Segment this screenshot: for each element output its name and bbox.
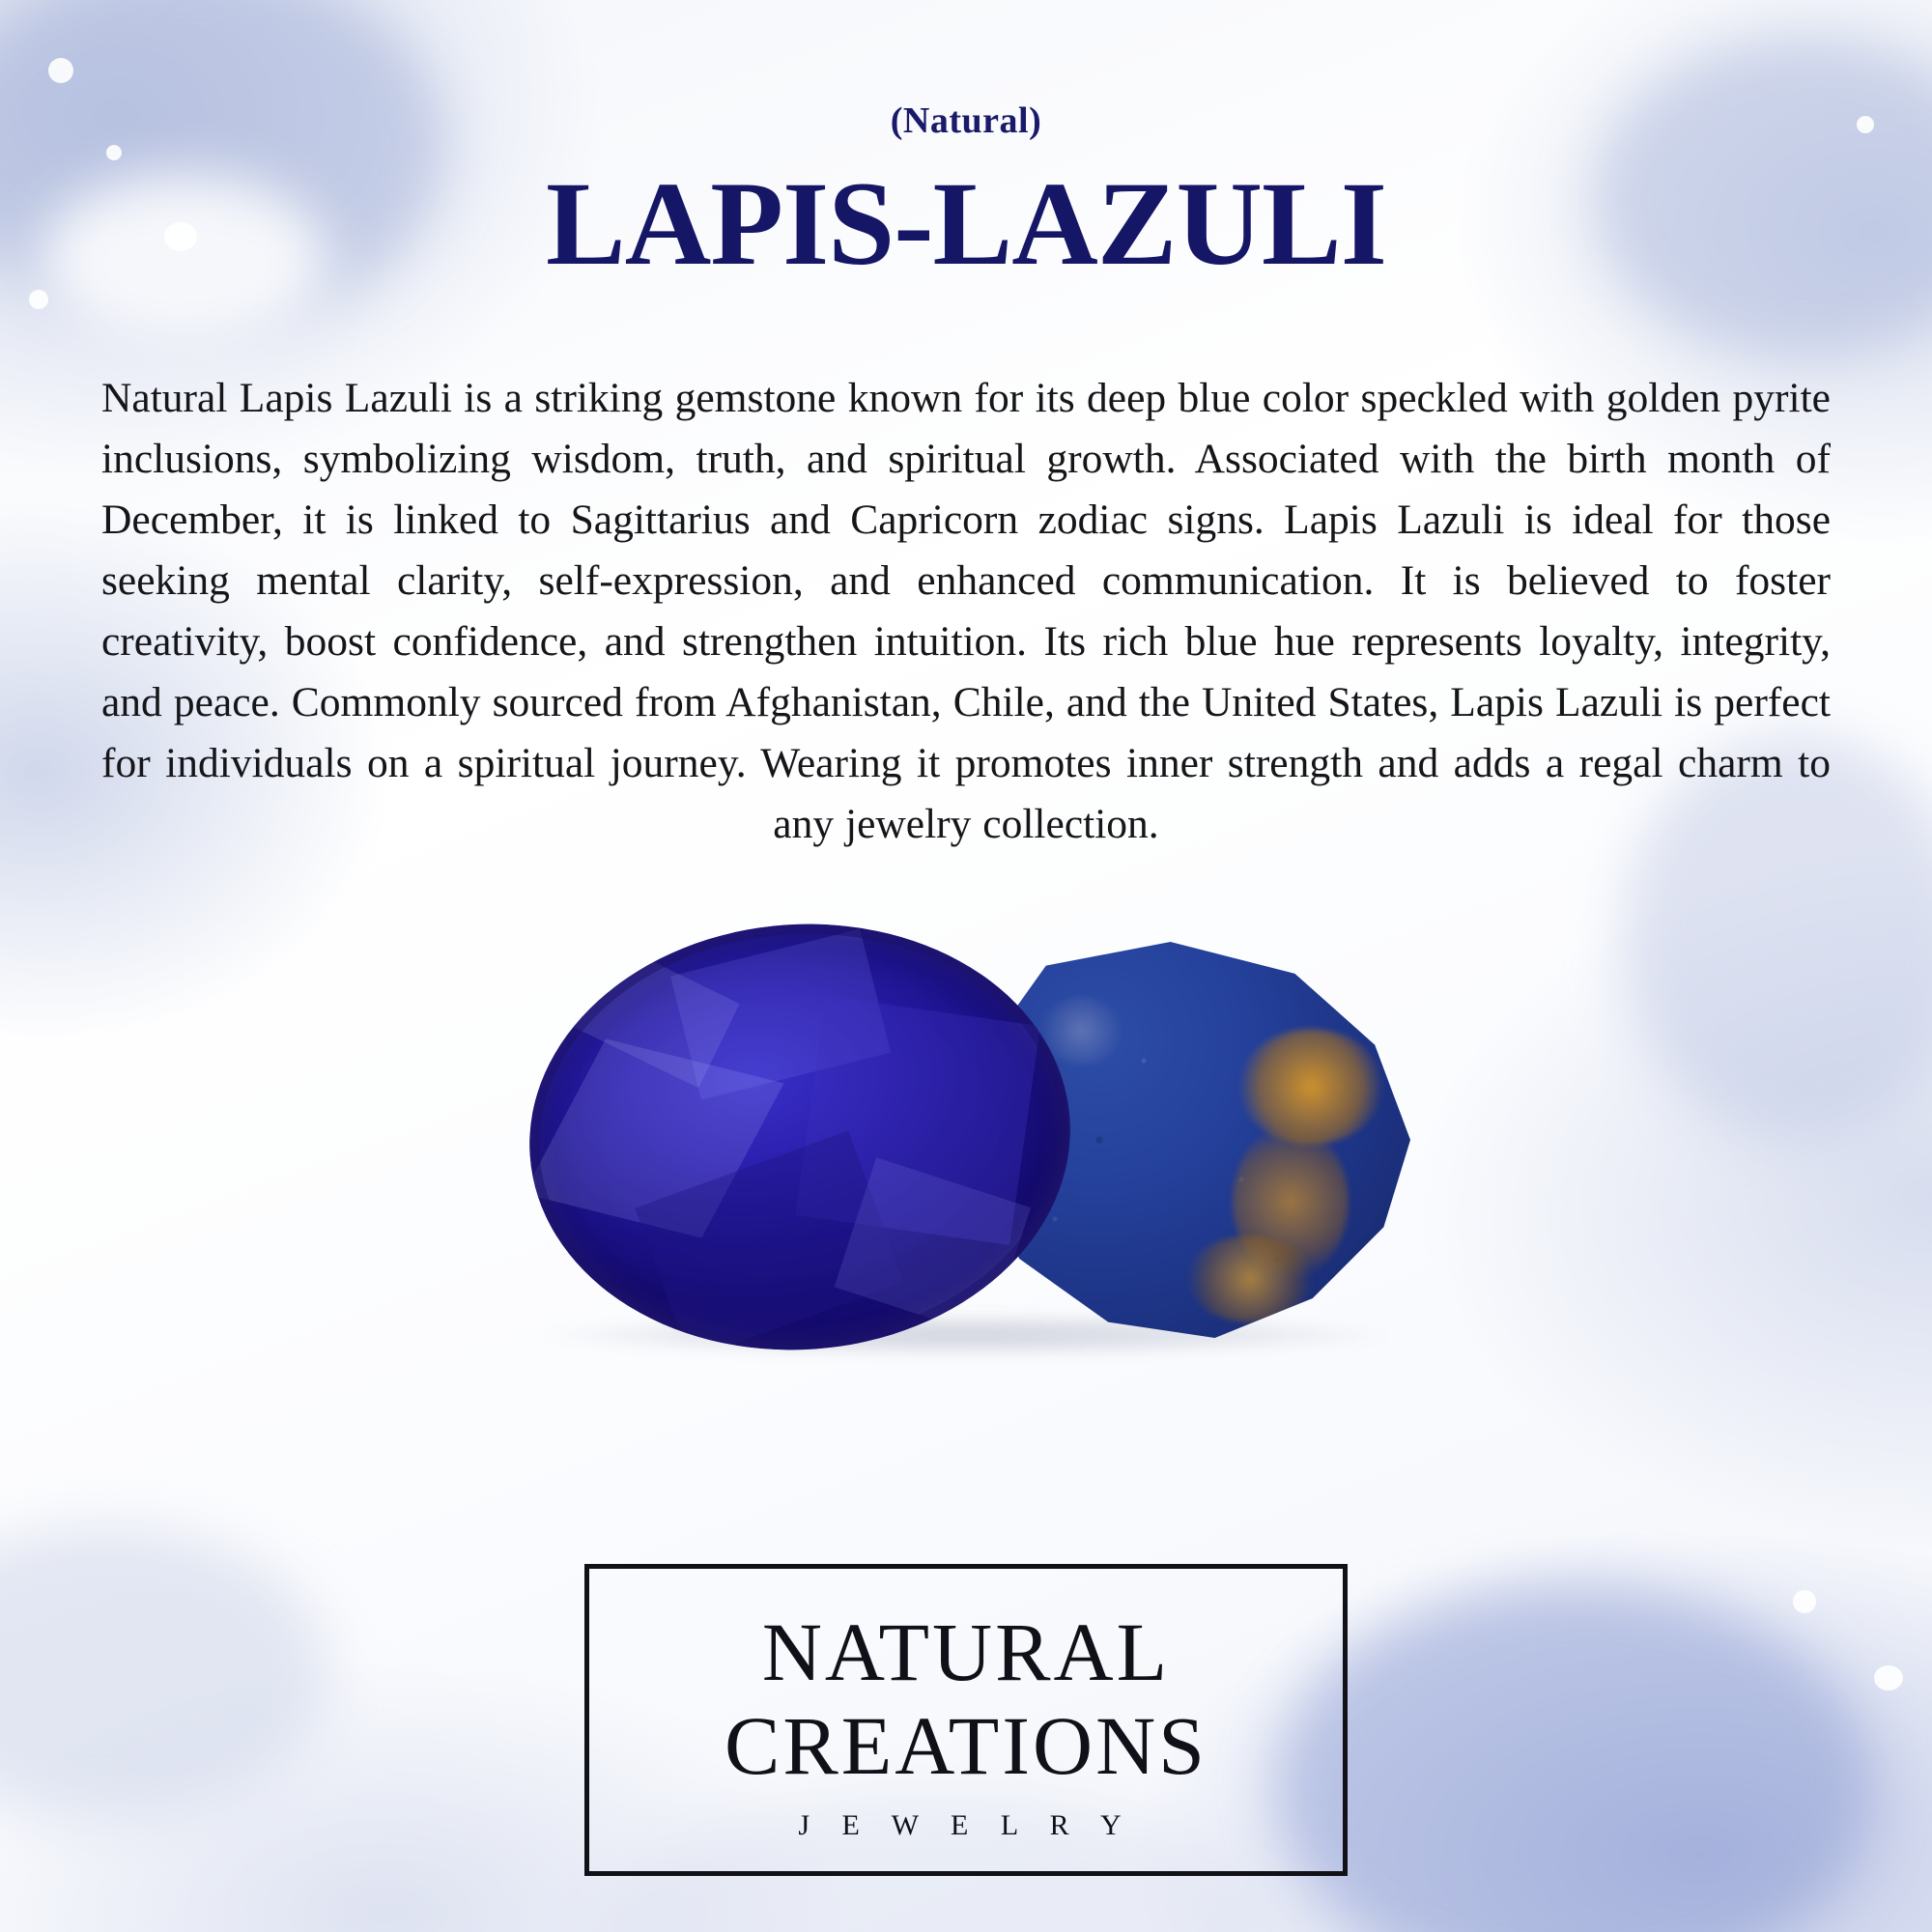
- brand-logo: [584, 1564, 1348, 1876]
- brand-name-line-2: CREATIONS: [724, 1698, 1208, 1792]
- description-paragraph: Natural Lapis Lazuli is a striking gemstone known for its deep blue color speckled with golden pyrite inclusions, symbolizing wisdom, truth, and spiritual growth. Associated with the birth month of December, it is linked to Sagittarius and Capricorn zodiac signs. Lapis Lazuli is ideal for those seeking mental clarity, self-expression, and enhanced communication. It is believed to foster creativity, boost confidence, and strengthen intuition. Its rich blue hue represents loyalty, integrity, and peace. Commonly sourced from Afghanistan, Chile, and the United States, Lapis Lazuli is perfect for individuals on a spiritual journey. Wearing it promotes inner strength and adds a regal charm to any jewelry collection.: [101, 374, 1831, 847]
- brand-tagline: J E W E L R Y: [798, 1809, 1134, 1841]
- faceted-oval-lapis-lazuli: [515, 906, 1084, 1368]
- brand-name-line-1: NATURAL: [761, 1605, 1171, 1699]
- gemstone-image-group: [0, 915, 1932, 1369]
- pyrite-inclusion: [1187, 1236, 1313, 1322]
- pyrite-inclusion: [1238, 1029, 1383, 1145]
- subtitle-kicker: (Natural): [890, 100, 1042, 141]
- page-title: LAPIS-LAZULI: [546, 157, 1386, 290]
